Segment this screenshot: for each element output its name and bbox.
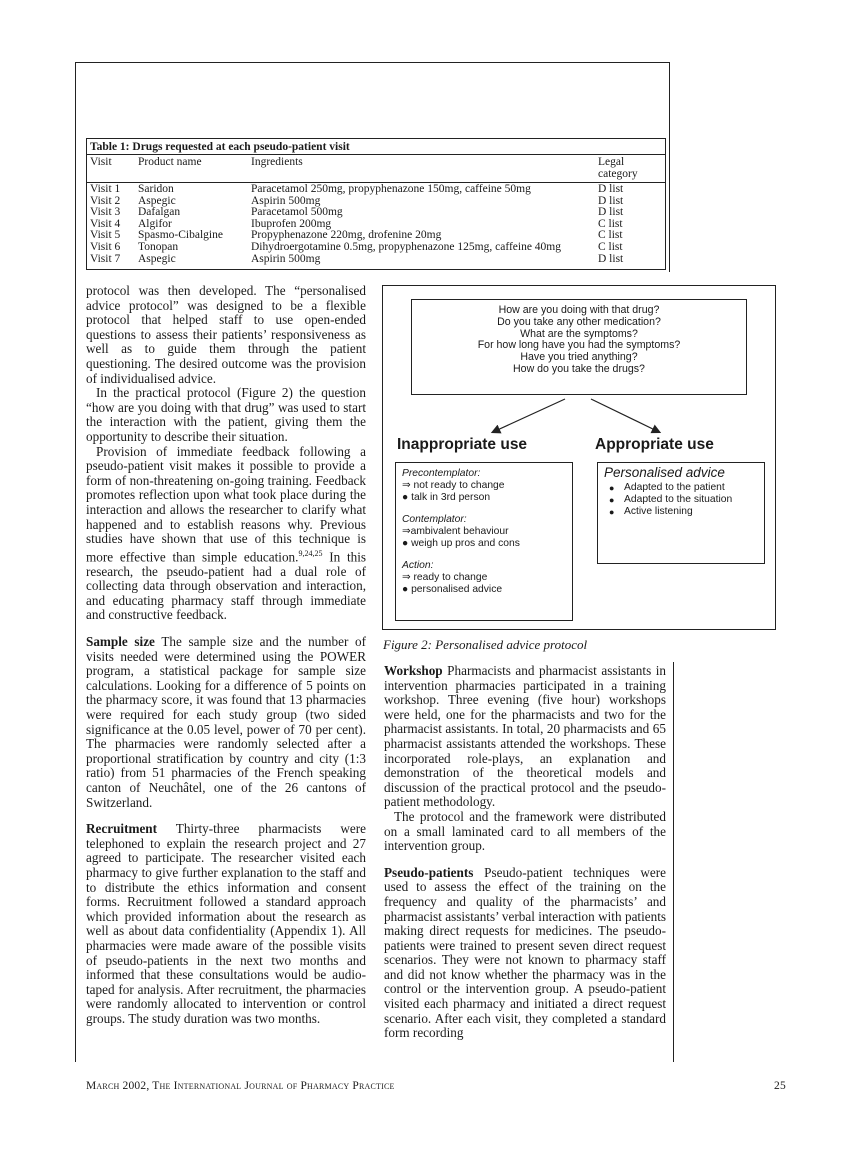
header-product: Product name: [138, 156, 202, 168]
header-legal: Legal: [598, 156, 625, 168]
paragraph-text: The sample size and the number of visits needed were determined using the POWER program, a statistical package for sample size calculations. Looking for a difference of 5 points on the pharmacy score, it was found that 13 pharmacies were required for each study group (two sided significance at the 0.05 level, power of 70 per cent). The pharmacies were randomly selected after a proportional stratification by country and city (1:3 ratio) from 51 pharmacies of the French speaking canton of Neuchâtel, one of the 26 cantons of Switzerland.: [86, 634, 366, 810]
paragraph: [384, 664, 666, 810]
question: Do you take any other medication?: [497, 315, 661, 328]
cell-ingredients: Dihydroergotamine 0.5mg, propyphenazone 125mg, caffeine 40mg: [251, 241, 561, 253]
stage-contemplator: [402, 514, 566, 550]
stage-name: Action:: [402, 560, 434, 571]
cell-legal: D list: [598, 252, 624, 265]
cell-visit: Visit 2: [90, 194, 121, 207]
stage-action: [402, 560, 566, 596]
inappropriate-use-heading: Inappropriate use: [397, 436, 528, 453]
stage-line: ● weigh up pros and cons: [402, 538, 520, 549]
table-caption: Table 1: Drugs requested at each pseudo-patient visit: [90, 141, 350, 153]
question: How do you take the drugs?: [513, 362, 645, 375]
paragraph-text: Pharmacists and pharmacist assistants in intervention pharmacies participated in a training workshop. Three evening (five hour) workshops were held, one for the pharmacists and two for the pharmacist assistants. In total, 20 pharmacists and 65 pharmacist assistants attended the workshops. These incorporated role-plays, an explanation and demonstration of the theoretical models and discussion of the practical protocol and the pseudo-patient methodology.: [384, 663, 666, 810]
cell-product: Aspegic: [138, 252, 176, 265]
personalised-advice-box: [597, 462, 765, 564]
stages-box: [395, 462, 573, 621]
stage-line: ⇒ ready to change: [402, 572, 488, 583]
table-caption-rule: [87, 154, 665, 155]
arrow-to-appropriate: [591, 399, 659, 432]
cell-ingredients: Aspirin 500mg: [251, 194, 321, 207]
cell-product: Spasmo-Cibalgine: [138, 229, 223, 242]
stage-name: Contemplator:: [402, 514, 467, 525]
cell-ingredients: Ibuprofen 200mg: [251, 217, 332, 230]
paragraph: [86, 822, 366, 1026]
reference-superscript: 9,24,25: [298, 548, 323, 558]
advice-item: ● Adapted to the patient: [604, 482, 758, 494]
cell-legal: D list: [598, 183, 624, 195]
left-column: [86, 284, 366, 1026]
header-ingredients: Ingredients: [251, 156, 303, 168]
cell-legal: C list: [598, 229, 623, 242]
paragraph: [384, 866, 666, 1041]
paragraph: In the practical protocol (Figure 2) the question “how are you doing with that drug” was used to start the interaction with the patient, giving them the opportunity to describe their situation.: [86, 385, 366, 444]
cell-product: Aspegic: [138, 194, 176, 207]
table-row: [87, 242, 665, 254]
footer-journal: March 2002, The International Journal of Pharmacy Practice: [86, 1080, 395, 1092]
paragraph: The protocol and the framework were distributed on a small laminated card to all members of the intervention group.: [384, 808, 666, 854]
table-row: [87, 254, 665, 266]
paragraph-text: In this research, the pseudo-patient had a dual role of collecting data through observation and interaction, and educating pharmacy staff through immediate and constructive feedback.: [86, 549, 366, 623]
header-visit: Visit: [90, 156, 112, 168]
section-heading: Sample size: [86, 634, 155, 650]
cell-visit: Visit 1: [90, 183, 121, 195]
paragraph-text: Provision of immediate feedback following a pseudo-patient visit makes it possible to provide a form of non-threatening on-going training. Feedback promotes reflection upon what took place during the interaction and allows the researcher to clarify what happened and to establish reasons why. Previous studies have shown that use of this technique is more effective than simple education.: [86, 443, 366, 565]
paragraph: [86, 445, 366, 624]
cell-ingredients: Paracetamol 500mg: [251, 206, 343, 219]
arrow-to-inappropriate: [493, 399, 565, 432]
cell-ingredients: Propyphenazone 220mg, drofenine 20mg: [251, 229, 442, 242]
table-row: [87, 207, 665, 219]
advice-list: [604, 482, 758, 518]
stage-line: ⇒ not ready to change: [402, 480, 505, 491]
page-number: 25: [774, 1080, 786, 1092]
section-heading: Workshop: [384, 663, 443, 678]
question: What are the symptoms?: [520, 327, 638, 340]
paragraph: [86, 635, 366, 810]
cell-legal: D list: [598, 194, 624, 207]
drugs-table: [86, 138, 666, 270]
cell-ingredients: Aspirin 500mg: [251, 252, 321, 265]
stage-line: ● personalised advice: [402, 584, 503, 595]
cell-product: Saridon: [138, 183, 174, 195]
frame-top-line: [75, 62, 669, 63]
cell-product: Algifor: [138, 217, 172, 230]
header-category: category: [598, 167, 638, 180]
question: Have you tried anything?: [520, 351, 638, 364]
paragraph: protocol was then developed. The “personalised advice protocol” was designed to be a flexible protocol that helped staff to use open-ended questions to assess their patients’ responsiveness as well as to guide them through the patient questioning. The desired outcome was the provision of individualised advice.: [86, 283, 366, 386]
cell-ingredients: Paracetamol 250mg, propyphenazone 150mg, caffeine 50mg: [251, 183, 531, 195]
appropriate-use-heading: Appropriate use: [595, 436, 714, 453]
cell-visit: Visit 7: [90, 252, 121, 265]
figure-caption: Figure 2: Personalised advice protocol: [383, 637, 588, 652]
cell-visit: Visit 5: [90, 229, 121, 242]
frame-right-line: [669, 62, 670, 272]
section-heading: Pseudo-patients: [384, 864, 474, 880]
cell-product: Dafalgan: [138, 206, 181, 219]
paragraph-text: Pseudo-patient techniques were used to assess the effect of the training on the frequency and quality of the pharmacists’ and pharmacist assistants’ verbal interaction with patients making direct requests for medicines. The pseudo-patients were trained to present seven direct request scenarios. They were not known to pharmacy staff and did not know whether the pharmacy was in the control or the intervention group. A pseudo-patient visited each pharmacy and initiated a direct request scenario. After each visit, they completed a standard form recording: [384, 864, 666, 1041]
stage-precontemplator: [402, 468, 566, 504]
advice-title: Personalised advice: [604, 465, 725, 480]
cell-legal: C list: [598, 241, 623, 253]
frame-left-line: [75, 62, 76, 1062]
cell-visit: Visit 4: [90, 217, 121, 230]
cell-legal: C list: [598, 217, 623, 230]
column-right-line: [673, 662, 674, 1062]
stage-name: Precontemplator:: [402, 468, 481, 479]
advice-item: ● Adapted to the situation: [604, 494, 758, 506]
question: For how long have you had the symptoms?: [477, 339, 681, 352]
stage-line: ● talk in 3rd person: [402, 492, 491, 503]
question: How are you doing with that drug?: [498, 304, 660, 316]
figure-2: [382, 285, 776, 630]
table-row: [87, 184, 665, 196]
right-column: [384, 664, 666, 1041]
stage-line: ⇒ambivalent behaviour: [402, 526, 509, 537]
cell-visit: Visit 3: [90, 206, 121, 219]
section-heading: Recruitment: [86, 821, 158, 837]
paragraph-text: Thirty-three pharmacists were telephoned to explain the research project and 27 agreed to participate. The researcher visited each pharmacy to give further explanation to the staff and to distribute the ethics information and consent forms. Recruitment followed a standard approach which provided information about the research as well as about data confidentiality (Appendix 1). All pharmacies were made aware of the possible visits of pseudo-patients in the next two months and informed that these consultations would be audio-taped for analysis. After recruitment, the pharmacies were randomly allocated to intervention or control groups. The study duration was two months.: [86, 821, 366, 1026]
branch-arrows: [383, 286, 775, 446]
cell-visit: Visit 6: [90, 241, 121, 253]
cell-legal: D list: [598, 206, 624, 219]
advice-item: ● Active listening: [604, 506, 758, 518]
cell-product: Tonopan: [138, 241, 179, 253]
